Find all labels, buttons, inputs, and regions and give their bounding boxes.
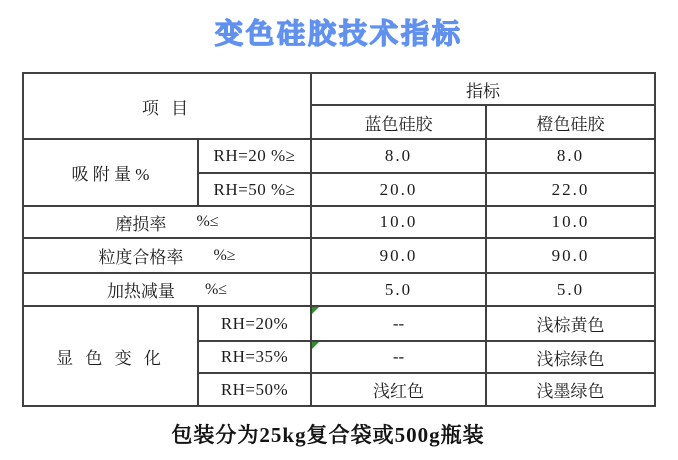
cell-value-orange: 90.0 <box>486 238 655 273</box>
row-label-symbol: %≤ <box>196 213 219 230</box>
header-cell-item: 项 目 <box>23 73 311 139</box>
table-row-colorchange-rh20 <box>23 306 655 341</box>
cell-value-orange: 浅棕黄色 <box>486 306 655 341</box>
row-label-symbol: %≥ <box>213 246 236 264</box>
table-row-adsorption-rh20 <box>23 139 655 173</box>
cell-value-orange: 22.0 <box>486 173 655 206</box>
cell-group-label-color-change: 显 色 变 化 <box>23 306 198 406</box>
cell-row-label-particle-size <box>23 238 311 273</box>
cell-value-blue: 5.0 <box>311 273 486 306</box>
row-label-text: 粒度合格率 <box>98 248 184 267</box>
row-label-text: 磨损率 <box>115 214 167 234</box>
table-row-particle-size <box>23 238 655 273</box>
cell-value-orange: 浅墨绿色 <box>486 373 655 406</box>
page-title: 变色硅胶技术指标 <box>214 18 463 49</box>
cell-condition: RH=50 %≥ <box>198 173 311 206</box>
cell-value-orange: 浅棕绿色 <box>486 341 655 373</box>
cell-note-marker-icon <box>312 342 319 349</box>
cell-value-text: -- <box>392 313 405 333</box>
cell-condition: RH=20% <box>198 306 311 341</box>
table-row-heating-loss <box>23 273 655 306</box>
cell-value-orange: 5.0 <box>486 273 655 306</box>
cell-value-blue <box>311 306 486 341</box>
cell-condition: RH=50% <box>198 373 311 406</box>
cell-note-marker-icon <box>312 307 319 314</box>
row-label-symbol: %≤ <box>204 280 228 298</box>
cell-value-blue: 20.0 <box>311 173 486 206</box>
cell-value-orange: 10.0 <box>486 206 655 238</box>
cell-value-blue: 90.0 <box>311 238 486 273</box>
cell-group-label-adsorption: 吸 附 量 % <box>23 139 198 206</box>
cell-row-label-abrasion <box>23 206 311 238</box>
cell-condition: RH=35% <box>198 341 311 373</box>
header-cell-index: 指标 <box>311 73 655 105</box>
cell-value-blue: 8.0 <box>311 139 486 173</box>
cell-row-label-heating-loss <box>23 273 311 306</box>
cell-value-text: -- <box>392 347 405 366</box>
cell-value-orange: 8.0 <box>486 139 655 173</box>
row-label-text: 加热减量 <box>106 282 175 301</box>
cell-value-blue <box>311 341 486 373</box>
cell-value-blue: 浅红色 <box>311 373 486 406</box>
packaging-caption: 包装分为25kg复合袋或500g瓶装 <box>171 423 485 447</box>
header-cell-blue-gel: 蓝色硅胶 <box>311 105 486 139</box>
header-cell-orange-gel: 橙色硅胶 <box>486 105 655 139</box>
cell-value-blue: 10.0 <box>311 206 486 238</box>
header-row-1 <box>23 73 655 105</box>
cell-condition: RH=20 %≥ <box>198 139 311 173</box>
table-row-abrasion <box>23 206 655 238</box>
spec-table <box>22 72 656 407</box>
